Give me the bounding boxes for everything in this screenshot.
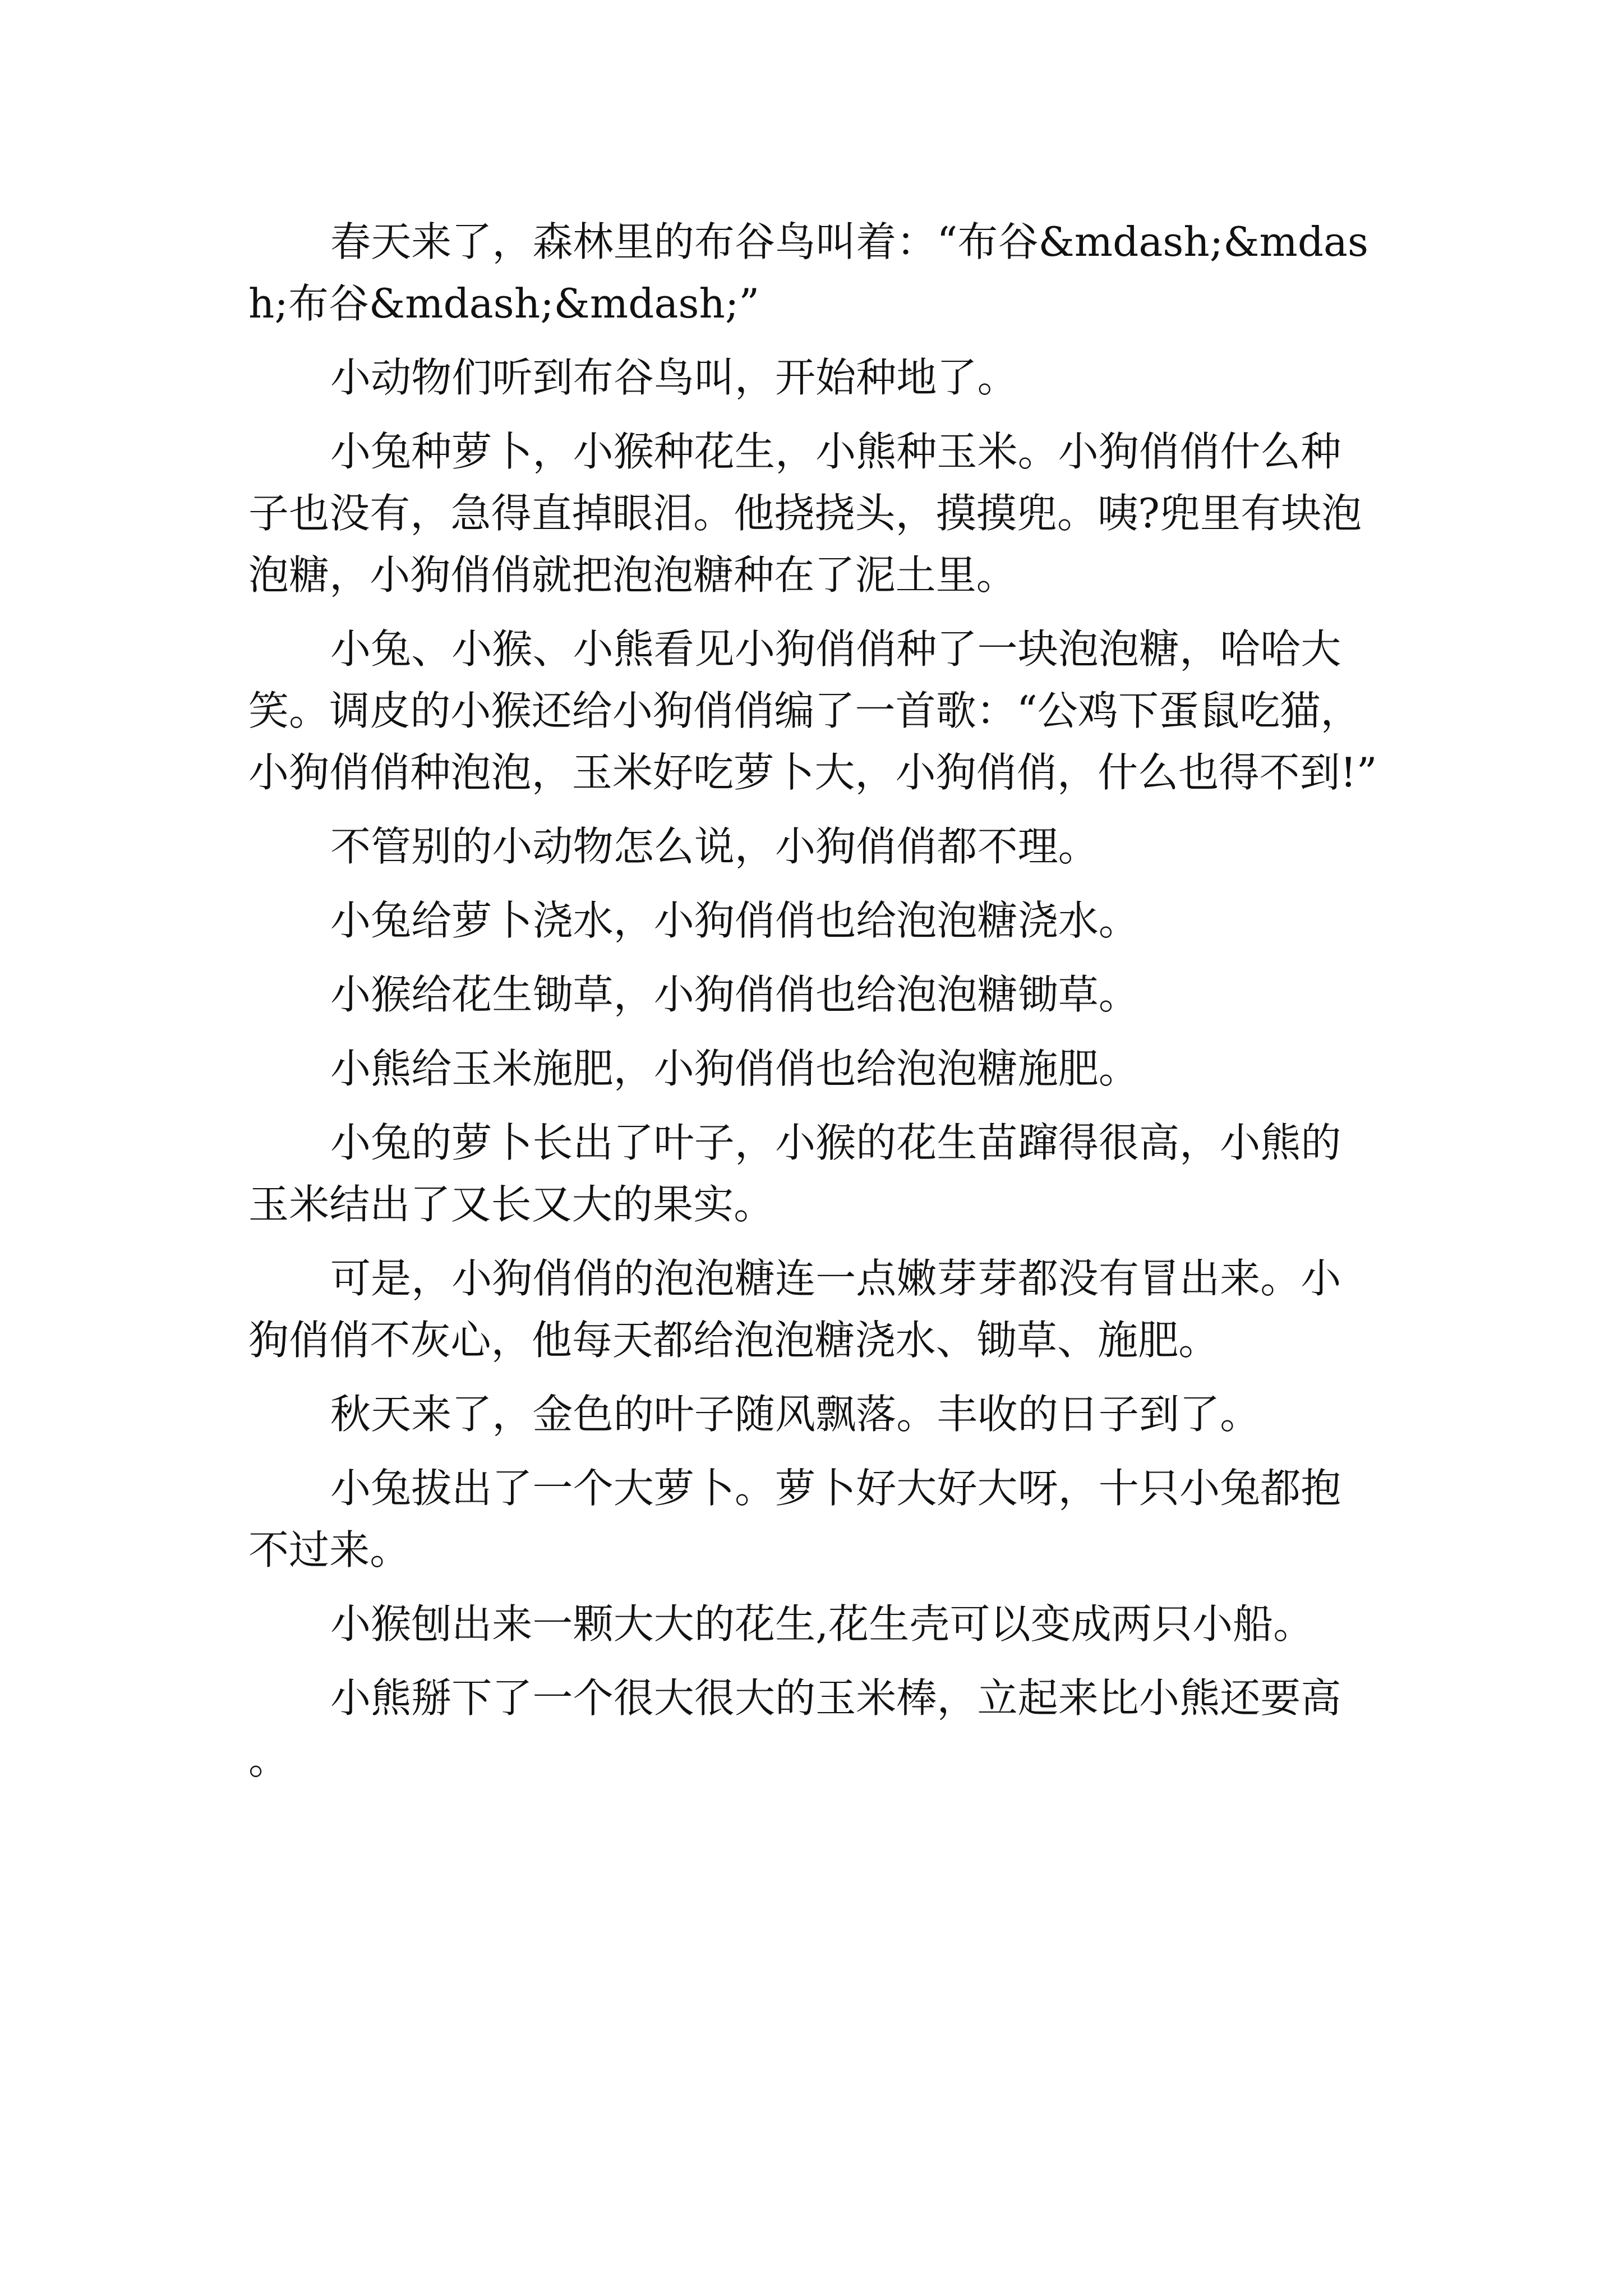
paragraph-6: 小兔给萝卜浇水，小狗俏俏也给泡泡糖浇水。 bbox=[330, 897, 1140, 944]
paragraph-7: 小猴给花生锄草，小狗俏俏也给泡泡糖锄草。 bbox=[330, 971, 1140, 1018]
paragraph-5: 不管别的小动物怎么说，小狗俏俏都不理。 bbox=[330, 823, 1099, 870]
paragraph-10: 可是，小狗俏俏的泡泡糖连一点嫩芽芽都没有冒出来。小狗俏俏不灰心，他每天都给泡泡糖浇水、锄草、施肥。 bbox=[248, 1255, 1341, 1364]
paragraph-14: 小熊掰下了一个很大很大的玉米棒，立起来比小熊还要高。 bbox=[248, 1674, 1341, 1783]
paragraph-12: 小兔拔出了一个大萝卜。萝卜好大好大呀，十只小兔都抱不过来。 bbox=[248, 1465, 1341, 1573]
paragraph-1: 春天来了，森林里的布谷鸟叫着：“布谷&mdash;&mdash;布谷&mdash;&mdash;” bbox=[248, 218, 1369, 327]
paragraph-13: 小猴刨出来一颗大大的花生,花生壳可以变成两只小船。 bbox=[330, 1600, 1314, 1648]
paragraph-8: 小熊给玉米施肥，小狗俏俏也给泡泡糖施肥。 bbox=[330, 1045, 1140, 1092]
story-text bbox=[248, 211, 1381, 1803]
paragraph-4: 小兔、小猴、小熊看见小狗俏俏种了一块泡泡糖，哈哈大笑。调皮的小猴还给小狗俏俏编了一首歌：“公鸡下蛋鼠吃猫，小狗俏俏种泡泡，玉米好吃萝卜大，小狗俏俏，什么也得不到!” bbox=[248, 625, 1377, 796]
paragraph-11: 秋天来了，金色的叶子随风飘落。丰收的日子到了。 bbox=[330, 1391, 1261, 1438]
paragraph-9: 小兔的萝卜长出了叶子，小猴的花生苗蹿得很高，小熊的玉米结出了又长又大的果实。 bbox=[248, 1119, 1341, 1228]
paragraph-2: 小动物们听到布谷鸟叫，开始种地了。 bbox=[330, 354, 1018, 401]
paragraph-3: 小兔种萝卜，小猴种花生，小熊种玉米。小狗俏俏什么种子也没有，急得直掉眼泪。他挠挠头，摸摸兜。咦?兜里有块泡泡糖，小狗俏俏就把泡泡糖种在了泥土里。 bbox=[248, 428, 1362, 599]
